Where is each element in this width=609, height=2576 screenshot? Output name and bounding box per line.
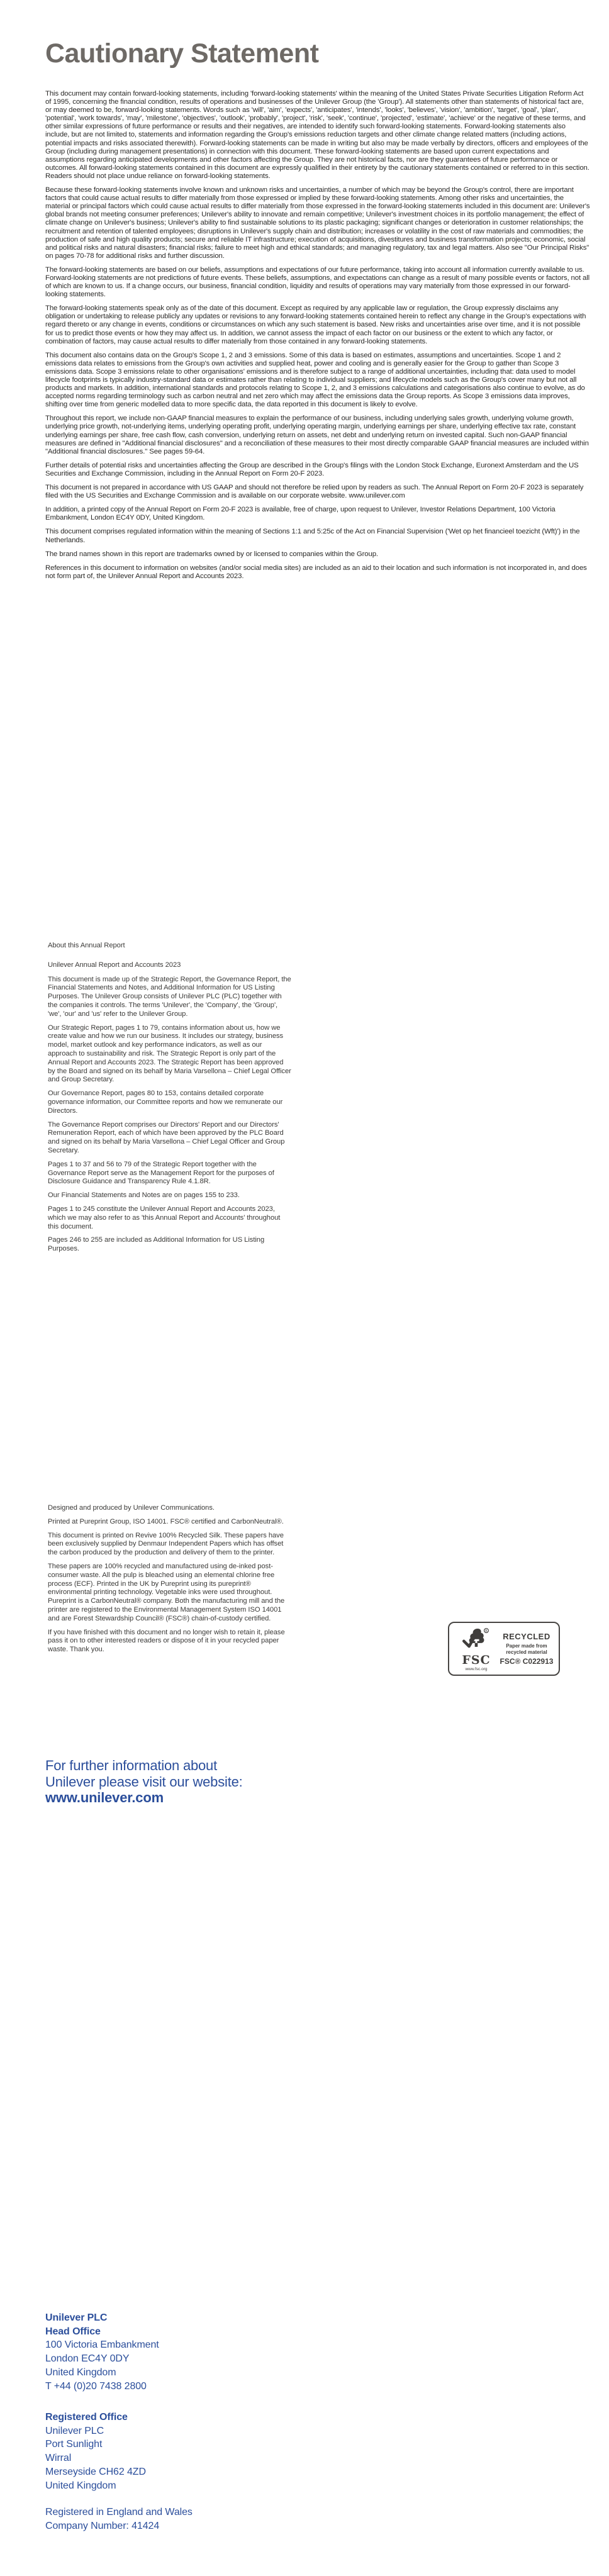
fsc-tree-checkmark-icon — [462, 1627, 491, 1654]
fsc-logo-block — [454, 1627, 499, 1671]
cautionary-paragraph: The forward-looking statements are based on our beliefs, assumptions and expectations of our future performance, taking into account all information currently available to us. Forward-looking statements are not predictions of future events. These beliefs, assumptions, and expectations can change as a result of many possible events or factors, not all of which are known to us. If a change occurs, our business, financial condition, liquidity and results of operations may vary materially from those expressed in our forward-looking statements. — [45, 265, 590, 299]
about-heading: About this Annual Report — [48, 942, 125, 949]
fsc-website: www.fsc.org — [465, 1666, 488, 1671]
head-office-label: Head Office — [45, 2326, 101, 2337]
promo-line-2: Unilever please visit our website: — [45, 1773, 243, 1790]
registered-office-address — [45, 2411, 146, 2492]
about-paragraph: Our Governance Report, pages 80 to 153, contains detailed corporate governance information, our Committee reports and how we remunerate our Directors. — [48, 1090, 283, 1115]
unilever-website-link[interactable]: www.unilever.com — [45, 1790, 164, 1805]
page-title: Cautionary Statement — [45, 38, 319, 69]
promo-line-1: For further information about — [45, 1758, 218, 1773]
website-promo — [45, 1758, 372, 1806]
fsc-org-name: FSC — [462, 1653, 491, 1667]
address-line: Unilever PLC — [45, 2425, 104, 2436]
address-line: London EC4Y 0DY — [45, 2353, 130, 2365]
cautionary-statement-section — [45, 40, 590, 586]
cautionary-paragraph: References in this document to information on websites (and/or social media sites) are included as an aid to their location and such information is not incorporated in, and does not form part of, the Unilever Annual Report and Accounts 2023. — [45, 564, 587, 580]
head-office-phone: T +44 (0)20 7438 2800 — [45, 2380, 147, 2392]
svg-text:R: R — [485, 1629, 488, 1633]
fsc-label-subtitle: Paper made from recycled material — [506, 1643, 547, 1655]
address-line: 100 Victoria Embankment — [45, 2339, 159, 2351]
address-line: United Kingdom — [45, 2480, 116, 2491]
company-registration-info — [45, 2506, 193, 2533]
head-office-company: Unilever PLC — [45, 2312, 108, 2323]
cautionary-paragraph: The brand names shown in this report are trademarks owned by or licensed to companies within the Group. — [45, 550, 378, 558]
registered-office-label: Registered Office — [45, 2412, 128, 2423]
about-subheading: Unilever Annual Report and Accounts 2023 — [48, 961, 181, 969]
about-annual-report-section — [48, 942, 292, 1259]
about-paragraph: Our Strategic Report, pages 1 to 79, contains information about us, how we create value and how we run our business. It includes our strategy, business model, market outlook and key performance indicators, as well as our approach to sustainability and risk. The Strategic Report is only part of the Annual Report and Accounts 2023. The Strategic Report has been approved by the Board and signed on its behalf by Maria Varsellona – Chief Legal Officer and Group Secretary. — [48, 1023, 291, 1084]
cautionary-paragraph: Throughout this report, we include non-GAAP financial measures to explain the performance of our business, including underlying sales growth, underlying volume growth, underlying price growth, not-underlying items, underlying operating profit, underlying operating margin, underlying earnings per share, underlying effective tax rate, constant underlying earnings per share, free cash flow, cash conversion, underlying return on assets, net debt and underlying return on invested capital. Such non-GAAP financial measures are defined in "Additional financial disclosures" and a reconciliation of these measures to their most directly comparable GAAP financial measures are included within "Additional financial disclosures." See pages 59-64. — [45, 415, 589, 455]
production-paragraph: Printed at Pureprint Group, ISO 14001. FSC® certified and CarbonNeutral®. — [48, 1517, 284, 1525]
address-line: Wirral — [45, 2453, 72, 2464]
production-credits-section — [48, 1504, 292, 1659]
about-paragraph: Pages 246 to 255 are included as Additional Information for US Listing Purposes. — [48, 1236, 265, 1253]
about-paragraph: The Governance Report comprises our Directors' Report and our Directors' Remuneration Report, each of which have been approved by the PLC Board and signed on its behalf by Maria Varsellona – Chief Legal Officer and Group Secretary. — [48, 1120, 285, 1154]
about-paragraph: Pages 1 to 245 constitute the Unilever Annual Report and Accounts 2023, which we may also refer to as 'this Annual Report and Accounts' throughout this document. — [48, 1205, 281, 1230]
production-paragraph: Designed and produced by Unilever Communications. — [48, 1504, 215, 1512]
cautionary-paragraph: Because these forward-looking statements involve known and unknown risks and uncertainties, a number of which may be beyond the Group's control, there are important factors that could cause actual results to differ materially from those expressed or implied by these forward-looking statements. Among other risks and uncertainties, the material or principal factors which could cause actual results to differ materially from those expressed in the forward-looking statements included in this document are: Unilever's global brands not meeting consumer preferences; Unilever's ability to innovate and remain competitive; Unilever's investment choices in its portfolio management; the effect of climate change on Unilever's business; Unilever's ability to find sustainable solutions to its plastic packaging; significant changes or deterioration in customer relationships; the recruitment and retention of talented employees; disruptions in Unilever's supply chain and distribution; increases or volatility in the cost of raw materials and commodities; the production of safe and high quality products; secure and reliable IT infrastructure; execution of acquisitions, divestitures and business transformation projects; economic, social and political risks and natural disasters; financial risks; failure to meet high and ethical standards; and managing regulatory, tax and legal matters. Also see "Our Principal Risks" on pages 70-78 for additional risks and further discussion. — [45, 186, 590, 260]
registration-line: Registered in England and Wales — [45, 2507, 193, 2517]
cautionary-paragraph: This document also contains data on the Group's Scope 1, 2 and 3 emissions. Some of this data is based on estimates, assumptions and uncertainties. Scope 1 and 2 emissions data relates to emissions from the Group's own activities and supplied heat, power and cooling and is generally easier for the Group to gather than Scope 3 emissions data. Scope 3 emissions relate to other organisations' emissions and is therefore subject to a range of additional uncertainties, including that: data used to model lifecycle footprints is typically industry-standard data or estimates rather than relating to individual suppliers; and lifecycle models such as the Group's cover many but not all products and markets. In addition, international standards and protocols relating to Scope 1, 2, and 3 emissions calculations and categorisations also continue to evolve, as do accepted norms regarding terminology such as carbon neutral and net zero which may affect the emissions data the Group reports. As Scope 3 emissions data improves, shifting over time from generic modelled data to more specific data, the data reported in this document is likely to evolve. — [45, 351, 585, 409]
cautionary-paragraph: This document is not prepared in accordance with US GAAP and should not therefore be relied upon by readers as such. The Annual Report on Form 20-F 2023 is separately filed with the US Securities and Exchange Commission and is available on our corporate website. www.unilever.com — [45, 484, 584, 500]
about-paragraph: This document is made up of the Strategic Report, the Governance Report, the Financial Statements and Notes, and Additional Information for US Listing Purposes. The Unilever Group consists of Unilever PLC (PLC) together with the companies it controls. The terms 'Unilever', the 'Company', the 'Group', 'we', 'our' and 'us' refer to the Unilever Group. — [48, 975, 291, 1018]
cautionary-paragraph: This document may contain forward-looking statements, including 'forward-looking statements' within the meaning of the United States Private Securities Litigation Reform Act of 1995, concerning the financial condition, results of operations and businesses of the Unilever Group (the 'Group'). All statements other than statements of historical fact are, or may deemed to be, forward-looking statements. Words such as 'will', 'aim', 'expects', 'anticipates', 'intends', 'looks', 'believes', 'vision', 'ambition', 'target', 'goal', 'plan', 'potential', 'work towards', 'may', 'milestone', 'objectives', 'outlook', 'probably', 'project', 'risk', 'seek', 'continue', 'projected', 'estimate', 'achieve' or the negative of these terms, and other similar expressions of future performance or results and their negatives, are intended to identify such forward-looking statements. Forward-looking statements also include, but are not limited to, statements and information regarding the Group's emissions reduction targets and other climate change related matters (including actions, potential impacts and risks associated therewith). Forward-looking statements can be made in writing but also may be made verbally by directors, officers and employees of the Group (including during management presentations) in connection with this document. These forward-looking statements are based upon current expectations and assumptions regarding anticipated developments and other factors affecting the Group. They are not historical facts, nor are they guarantees of future performance or outcomes. All forward-looking statements contained in this document are expressly qualified in their entirety by the cautionary statements contained or referred to in this section. Readers should not place undue reliance on forward-looking statements. — [45, 90, 589, 180]
cautionary-paragraph: In addition, a printed copy of the Annual Report on Form 20-F 2023 is available, free of charge, upon request to Unilever, Investor Relations Department, 100 Victoria Embankment, London EC4Y 0DY, United Kingdom. — [45, 506, 556, 522]
address-line: United Kingdom — [45, 2367, 116, 2378]
production-paragraph: These papers are 100% recycled and manufactured using de-inked post-consumer waste. All the pulp is bleached using an elemental chlorine free process (ECF). Printed in the UK by Pureprint using its pureprint® environmental printing technology. Vegetable inks were used throughout. Pureprint is a CarbonNeutral® company. Both the manufacturing mill and the printer are registered to the Environmental Management System ISO 14001 and are Forest Stewardship Council® (FSC®) chain-of-custody certified. — [48, 1562, 285, 1622]
cautionary-paragraph: This document comprises regulated information within the meaning of Sections 1:1 and 5:25c of the Act on Financial Supervision ('Wet op het financieel toezicht (Wft)') in the Netherlands. — [45, 528, 580, 544]
head-office-address — [45, 2311, 159, 2393]
about-paragraph: Our Financial Statements and Notes are on pages 155 to 233. — [48, 1191, 240, 1200]
production-paragraph: This document is printed on Revive 100% Recycled Silk. These papers have been exclusively supplied by Denmaur Independent Papers which has offset the carbon produced by the production and delivery of them to the printer. — [48, 1531, 284, 1557]
address-line: Merseyside CH62 4ZD — [45, 2466, 146, 2477]
fsc-label-title: RECYCLED — [503, 1632, 550, 1641]
about-paragraph: Pages 1 to 37 and 56 to 79 of the Strategic Report together with the Governance Report serve as the Management Report for the purposes of Disclosure Guidance and Transparency Rule 4.1.8R. — [48, 1160, 274, 1186]
company-number: Company Number: 41424 — [45, 2520, 160, 2531]
fsc-label-text — [499, 1632, 554, 1666]
cautionary-paragraph: Further details of potential risks and uncertainties affecting the Group are described in the Group's filings with the London Stock Exchange, Euronext Amsterdam and the US Securities and Exchange Commission, including in the Annual Report on Form 20-F 2023. — [45, 461, 579, 477]
cautionary-paragraph: The forward-looking statements speak only as of the date of this document. Except as required by any applicable law or regulation, the Group expressly disclaims any obligation or undertaking to release publicly any updates or revisions to any forward-looking statements contained herein to reflect any change in the Group's expectations with regard thereto or any change in events, conditions or circumstances on which any such statement is based. New risks and uncertainties arise over time, and it is not possible for us to predict those events or how they may affect us. In addition, we cannot assess the impact of each factor on our business or the extent to which any factor, or combination of factors, may cause actual results to differ materially from those contained in any forward-looking statements. — [45, 304, 586, 345]
fsc-recycled-label — [448, 1622, 560, 1676]
production-paragraph: If you have finished with this document and no longer wish to retain it, please pass it on to other interested readers or dispose of it in your recycled paper waste. Thank you. — [48, 1628, 285, 1654]
address-line: Port Sunlight — [45, 2439, 103, 2450]
fsc-license-code: FSC® C022913 — [500, 1657, 554, 1666]
